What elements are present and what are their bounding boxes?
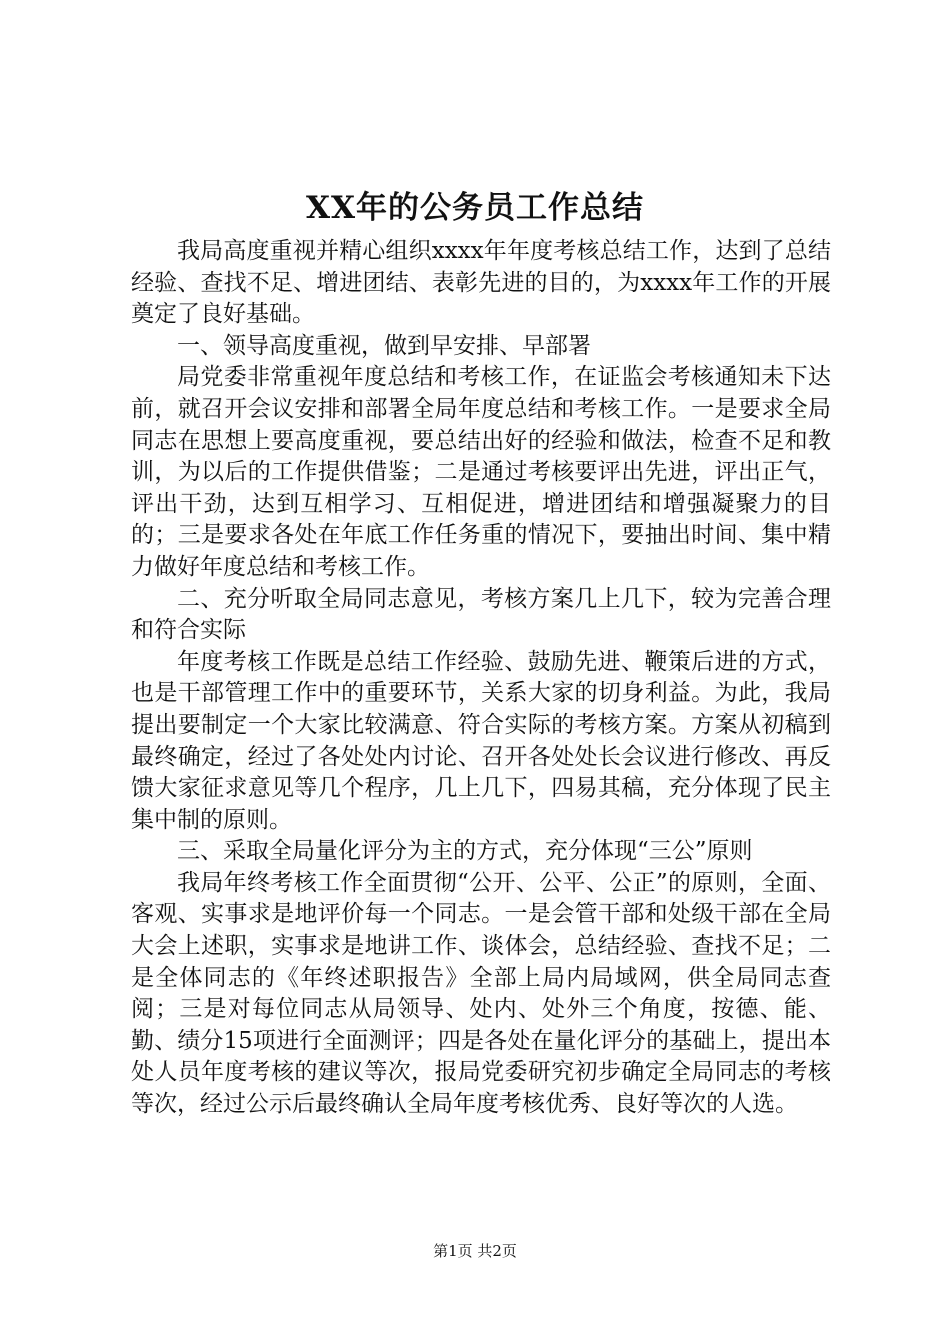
section-heading-1: 一、领导高度重视，做到早安排、早部署 — [177, 332, 591, 359]
document-title: XX年的公务员工作总结 — [305, 190, 645, 226]
document-body — [131, 236, 831, 1121]
section-paragraph-1: 局党委非常重视年度总结和考核工作，在证监会考核通知未下达前，就召开会议安排和部署全局年度总结和考核工作。一是要求全局同志在思想上要高度重视，要总结出好的经验和做法，检查不足和教训，为以后的工作提供借鉴；二是通过考核要评出先进，评出正气，评出干劲，达到互相学习、互相促进，增进团结和增强凝聚力的目的；三是要求各处在年底工作任务重的情况下，要抽出时间、集中精力做好年度总结和考核工作。 — [131, 364, 831, 580]
page-number-footer: 第1页 共2页 — [433, 1242, 517, 1260]
section-paragraph-3: 我局年终考核工作全面贯彻“公开、公平、公正”的原则，全面、客观、实事求是地评价每一个同志。一是会管干部和处级干部在全局大会上述职，实事求是地讲工作、谈体会，总结经验、查找不足；二是全体同志的《年终述职报告》全部上局内局域网，供全局同志查阅；三是对每位同志从局领导、处内、处外三个角度，按德、能、勤、绩分15项进行全面测评；四是各处在量化评分的基础上，提出本处人员年度考核的建议等次，报局党委研究初步确定全局同志的考核等次，经过公示后最终确认全局年度考核优秀、良好等次的人选。 — [131, 869, 831, 1118]
intro-paragraph: 我局高度重视并精心组织xxxx年年度考核总结工作，达到了总结经验、查找不足、增进团结、表彰先进的目的，为xxxx年工作的开展奠定了良好基础。 — [131, 238, 831, 328]
section-heading-2: 二、充分听取全局同志意见，考核方案几上几下，较为完善合理和符合实际 — [131, 585, 831, 644]
section-heading-3: 三、采取全局量化评分为主的方式，充分体现“三公”原则 — [177, 838, 753, 865]
section-paragraph-2: 年度考核工作既是总结工作经验、鼓励先进、鞭策后进的方式，也是干部管理工作中的重要环节，关系大家的切身利益。为此，我局提出要制定一个大家比较满意、符合实际的考核方案。方案从初稿到最终确定，经过了各处处内讨论、召开各处处长会议进行修改、再反馈大家征求意见等几个程序，几上几下，四易其稿，充分体现了民主集中制的原则。 — [131, 648, 831, 833]
